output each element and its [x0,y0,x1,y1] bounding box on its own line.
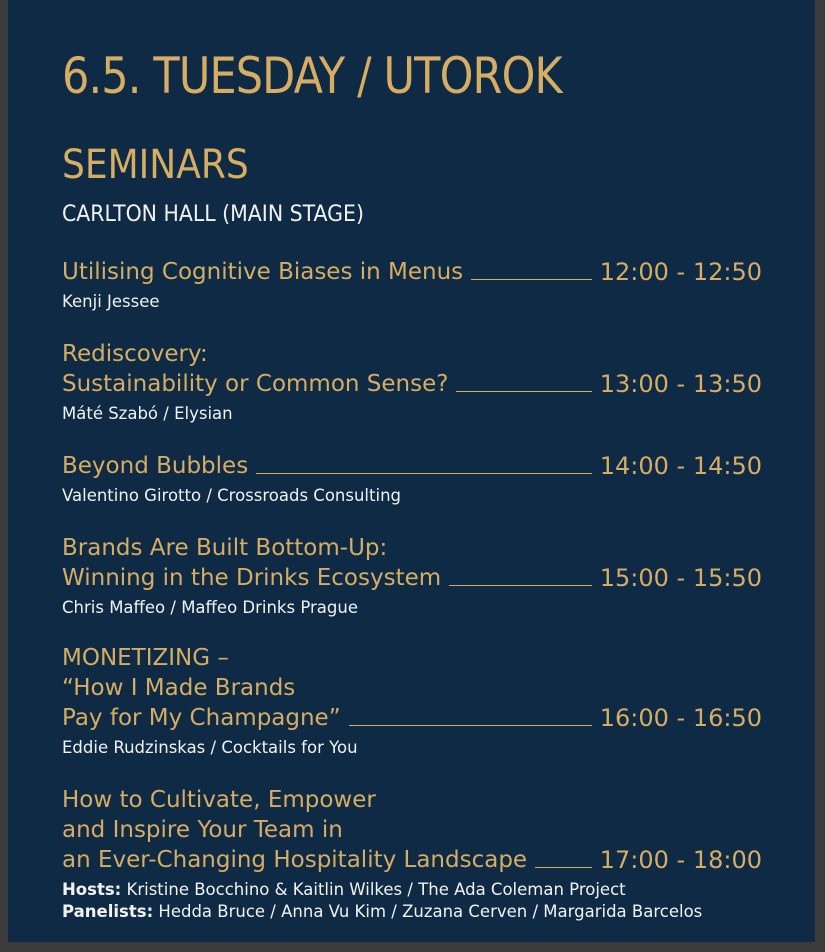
dotted-leader-line [471,278,592,280]
section-title: SEMINARS [62,142,249,188]
session-title-line: Brands Are Built Bottom-Up: [62,535,388,561]
venue-label: CARLTON HALL (MAIN STAGE) [62,202,364,227]
dotted-leader-line [449,584,592,586]
session-hosts [62,879,762,901]
session-item [62,643,762,759]
session-title-line: Beyond Bubbles [62,453,249,479]
session-title-line: and Inspire Your Team in [62,817,343,843]
session-title [62,339,762,399]
session-title-line: an Ever-Changing Hospitality Landscape [62,847,528,873]
session-speaker: Eddie Rudzinskas / Cocktails for You [62,738,358,757]
session-title [62,643,762,733]
session-title [62,785,762,875]
panelists-label: Panelists: [62,902,154,921]
hosts-label: Hosts: [62,880,122,899]
session-time: 16:00 - 16:50 [599,704,762,732]
session-panelists [62,901,762,923]
session-item [62,785,762,923]
session-time: 17:00 - 18:00 [599,846,762,874]
session-title-line: Winning in the Drinks Ecosystem [62,565,442,591]
dotted-leader-line [256,472,592,474]
day-title: 6.5. TUESDAY / UTOROK [62,47,562,105]
session-title-line: “How I Made Brands [62,675,296,701]
session-title-line: Sustainability or Common Sense? [62,371,449,397]
dotted-leader-line [456,390,591,392]
session-time: 12:00 - 12:50 [599,258,762,286]
hosts-names: Kristine Bocchino & Kaitlin Wilkes / The Ada Coleman Project [121,880,626,899]
session-speaker: Valentino Girotto / Crossroads Consulting [62,486,401,505]
session-speaker: Chris Maffeo / Maffeo Drinks Prague [62,598,358,617]
session-item [62,339,762,425]
session-time: 15:00 - 15:50 [599,564,762,592]
session-title [62,257,762,287]
session-item [62,533,762,619]
session-item [62,451,762,507]
dotted-leader-line [349,724,592,726]
session-title-line: Utilising Cognitive Biases in Menus [62,259,464,285]
panelists-names: Hedda Bruce / Anna Vu Kim / Zuzana Cerven / Margarida Barcelos [153,902,703,921]
session-item [62,257,762,313]
session-time: 13:00 - 13:50 [599,370,762,398]
session-title-line: Pay for My Champagne” [62,705,341,731]
program-panel [8,0,815,942]
session-title [62,533,762,593]
dotted-leader-line [535,866,592,868]
session-title-line: Rediscovery: [62,341,208,367]
session-speaker: Kenji Jessee [62,292,160,311]
session-time: 14:00 - 14:50 [599,452,762,480]
session-speaker: Máté Szabó / Elysian [62,404,233,423]
session-title [62,451,762,481]
session-title-line: How to Cultivate, Empower [62,787,376,813]
session-title-line: MONETIZING – [62,645,229,671]
